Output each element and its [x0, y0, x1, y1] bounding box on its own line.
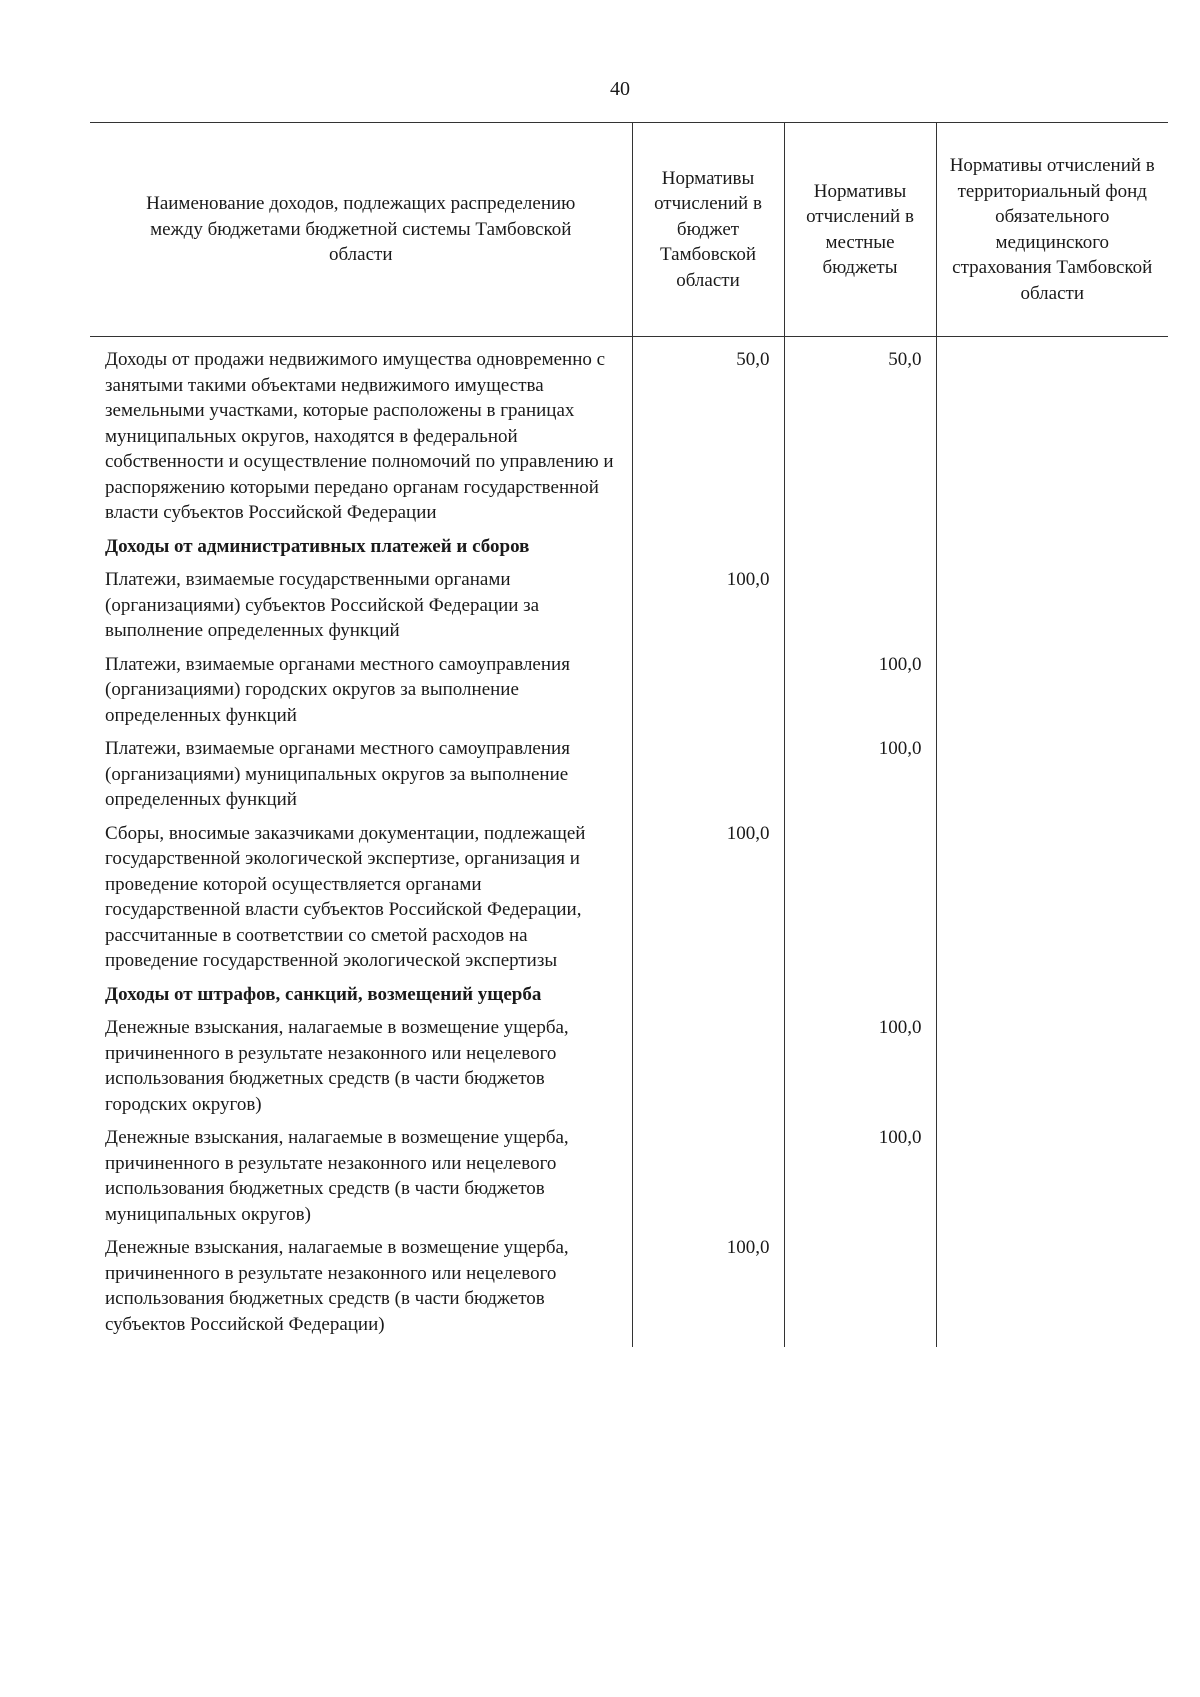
row-fund-value — [936, 1125, 1168, 1235]
row-fund-value — [936, 1235, 1168, 1347]
row-fund-value — [936, 337, 1168, 534]
row-regional-value — [632, 1125, 784, 1235]
table-header-row — [90, 123, 1168, 337]
row-regional-value — [632, 1015, 784, 1125]
section-heading: Доходы от штрафов, санкций, возмещений ущерба — [105, 983, 542, 1005]
row-fund-value — [936, 534, 1168, 568]
row-fund-value — [936, 821, 1168, 982]
row-income-name: Денежные взыскания, налагаемые в возмещение ущерба, причиненного в результате незаконного или нецелевого использования бюджетных средств (в части бюджетов субъектов Российской Федерации) — [105, 1237, 569, 1335]
row-fund-value — [936, 982, 1168, 1016]
row-fund-value — [936, 1015, 1168, 1125]
row-regional-value — [632, 534, 784, 568]
table-row — [90, 1125, 1168, 1235]
table-row — [90, 821, 1168, 982]
table-row — [90, 337, 1168, 534]
table-row — [90, 1235, 1168, 1347]
header-medical-insurance-fund: Нормативы отчислений в территориальный фонд обязательного медицинского страхования Тамбовской области — [936, 123, 1168, 337]
row-regional-value — [632, 652, 784, 737]
row-local-value — [784, 534, 936, 568]
row-local-value — [784, 567, 936, 652]
row-income-name: Доходы от продажи недвижимого имущества одновременно с занятыми такими объектами недвижимого имущества земельными участками, которые расположены в границах муниципальных округов, находятся в федеральной собственности и осуществление полномочий по управлению и распоряжению которыми передано органам государственной власти субъектов Российской Федерации — [105, 349, 614, 523]
row-local-value: 50,0 — [784, 337, 936, 534]
row-local-value: 100,0 — [784, 652, 936, 737]
row-regional-value: 50,0 — [632, 337, 784, 534]
row-regional-value — [632, 982, 784, 1016]
row-fund-value — [936, 567, 1168, 652]
table-row — [90, 652, 1168, 737]
row-fund-value — [936, 736, 1168, 821]
header-regional-budget: Нормативы отчислений в бюджет Тамбовской области — [632, 123, 784, 337]
header-income-name: Наименование доходов, подлежащих распределению между бюджетами бюджетной системы Тамбовской области — [90, 123, 632, 337]
row-local-value: 100,0 — [784, 736, 936, 821]
row-local-value — [784, 821, 936, 982]
row-income-name: Денежные взыскания, налагаемые в возмещение ущерба, причиненного в результате незаконного или нецелевого использования бюджетных средств (в части бюджетов городских округов) — [105, 1017, 569, 1115]
header-local-budgets: Нормативы отчислений в местные бюджеты — [784, 123, 936, 337]
row-local-value — [784, 982, 936, 1016]
row-regional-value: 100,0 — [632, 1235, 784, 1347]
row-regional-value — [632, 736, 784, 821]
table-row — [90, 567, 1168, 652]
row-regional-value: 100,0 — [632, 821, 784, 982]
section-heading-row — [90, 534, 1168, 568]
revenue-distribution-table-container — [90, 122, 1168, 1347]
row-local-value — [784, 1235, 936, 1347]
revenue-distribution-table — [90, 122, 1168, 1347]
table-row — [90, 736, 1168, 821]
row-regional-value: 100,0 — [632, 567, 784, 652]
row-income-name: Платежи, взимаемые органами местного самоуправления (организациями) муниципальных округов за выполнение определенных функций — [105, 738, 570, 810]
row-local-value: 100,0 — [784, 1015, 936, 1125]
table-row — [90, 1015, 1168, 1125]
row-income-name: Платежи, взимаемые органами местного самоуправления (организациями) городских округов за выполнение определенных функций — [105, 653, 570, 726]
row-income-name: Платежи, взимаемые государственными органами (организациями) субъектов Российской Федерации за выполнение определенных функций — [105, 569, 540, 641]
row-fund-value — [936, 652, 1168, 737]
section-heading-row — [90, 982, 1168, 1016]
row-income-name: Сборы, вносимые заказчиками документации, подлежащей государственной экологической экспертизе, организация и проведение которой осуществляется органами государственной власти субъектов Российской Федерации, рассчитанные в соответствии со сметой расходов на проведение государственной экологической экспертизы — [105, 822, 586, 971]
row-local-value: 100,0 — [784, 1125, 936, 1235]
row-income-name: Денежные взыскания, налагаемые в возмещение ущерба, причиненного в результате незаконного или нецелевого использования бюджетных средств (в части бюджетов муниципальных округов) — [105, 1127, 569, 1225]
page-number: 40 — [610, 78, 630, 100]
section-heading: Доходы от административных платежей и сборов — [105, 535, 530, 557]
